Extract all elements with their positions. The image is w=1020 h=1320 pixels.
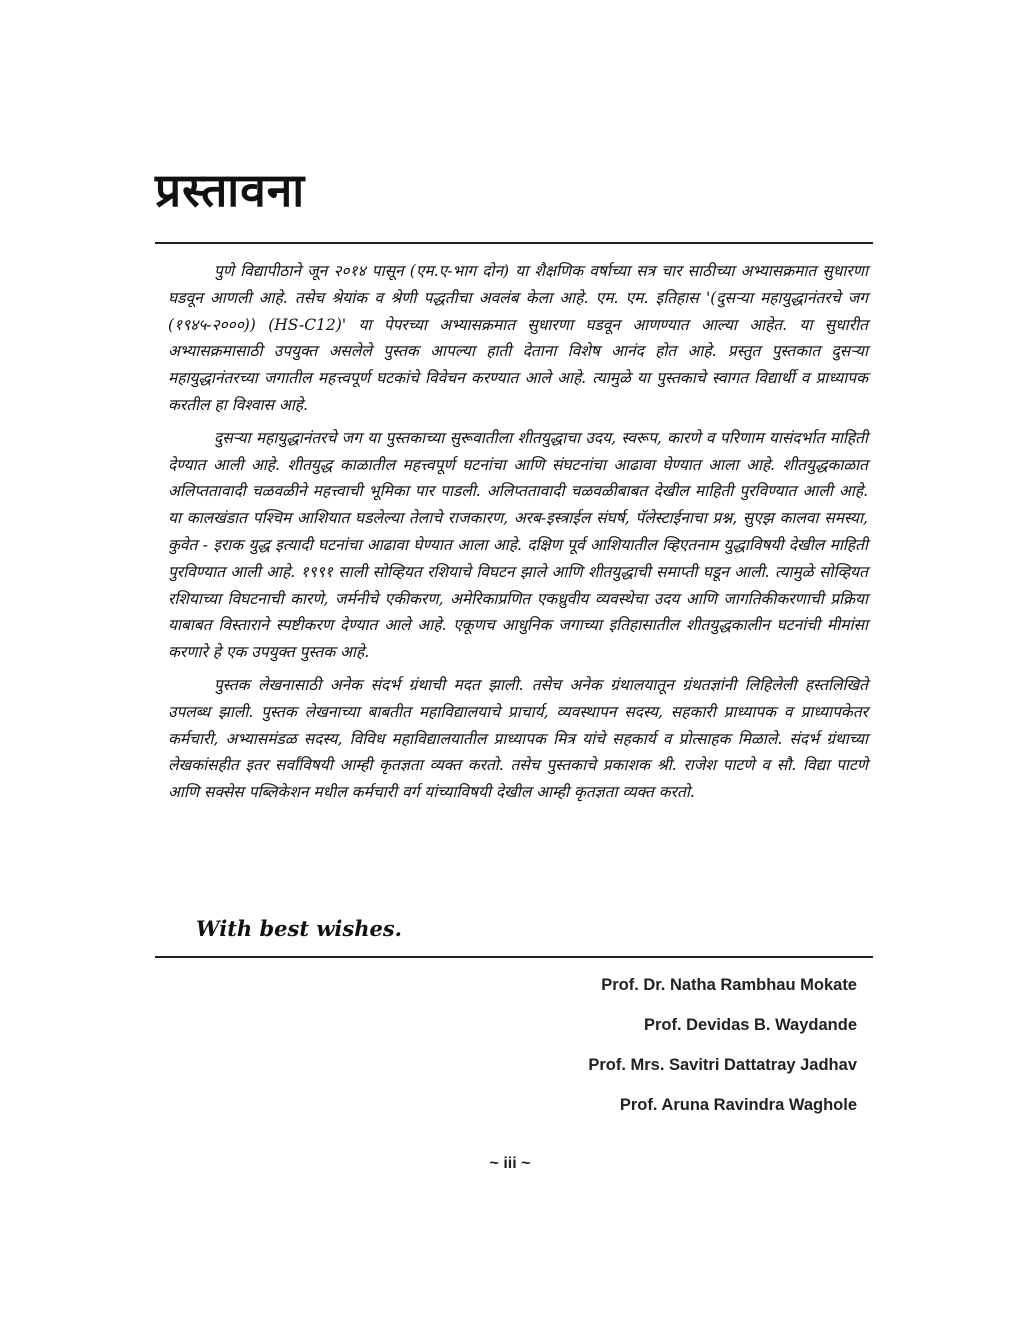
preface-body — [168, 258, 868, 812]
bottom-divider — [155, 956, 873, 958]
closing-wishes: With best wishes. — [196, 916, 402, 941]
signatory-name: Prof. Devidas B. Waydande — [643, 1016, 857, 1034]
paragraph-3: पुस्तक लेखनासाठी अनेक संदर्भ ग्रंथाची मदत झाली. तसेच अनेक ग्रंथालयातून ग्रंथतज्ञांनी लिहिलेली हस्तलिखिते उपलब्ध झाली. पुस्तक लेखनाच्या बाबतीत महाविद्यालयाचे प्राचार्य, व्यवस्थापन सदस्य, सहकारी प्राध्यापक व प्राध्यापकेतर कर्मचारी, अभ्यासमंडळ सदस्य, विविध महाविद्यालयातील प्राध्यापक मित्र यांचे सहकार्य व प्रोत्साहक मिळाले. संदर्भ ग्रंथाच्या लेखकांसहीत इतर सर्वांविषयी आम्ही कृतज्ञता व्यक्त करतो. तसेच पुस्तकाचे प्रकाशक श्री. राजेश पाटणे व सौ. विद्या पाटणे आणि सक्सेस पब्लिकेशन मधील कर्मचारी वर्ग यांच्याविषयी देखील आम्ही कृतज्ञता व्यक्त करतो. — [168, 675, 868, 802]
paragraph-2: दुसऱ्या महायुद्धानंतरचे जग या पुस्तकाच्या सुरूवातीला शीतयुद्धाचा उदय, स्वरूप, कारणे व परिणाम यासंदर्भात माहिती देण्यात आली आहे. शीतयुद्ध काळातील महत्त्वपूर्ण घटनांचा आणि संघटनांचा आढावा घेण्यात आला आहे. शीतयुद्धकाळात अलिप्ततावादी चळवळीने महत्त्वाची भूमिका पार पाडली. अलिप्ततावादी चळवळीबाबत देखील माहिती पुरविण्यात आली आहे. या कालखंडात पश्चिम आशियात घडलेल्या तेलाचे राजकारण, अरब-इस्त्राईल संघर्ष, पॅलेस्टाईनाचा प्रश्न, सुएझ कालवा समस्या, कुवेत - इराक युद्ध इत्यादी घटनांचा आढावा घेण्यात आला आहे. दक्षिण पूर्व आशियातील व्हिएतनाम युद्धाविषयी देखील माहिती पुरविण्यात आली आहे. १९९१ साली सोव्हियत रशियाचे विघटन झाले आणि शीतयुद्धाची समाप्ती घडून आली. त्यामुळे सोव्हियत रशियाच्या विघटनाची कारणे, जर्मनीचे एकीकरण, अमेरिकाप्रणित एकध्रुवीय व्यवस्थेचा उदय आणि जागतिकीकरणाची प्रक्रिया याबाबत विस्ताराने स्पष्टीकरण देण्यात आले आहे. एकूणच आधुनिक जगाच्या इतिहासातील शीतयुद्धकालीन घटनांची मीमांसा करणारे हे एक उपयुक्त पुस्तक आहे. — [168, 428, 868, 662]
page-title: प्रस्तावना — [155, 163, 306, 217]
page-number: ~ iii ~ — [489, 1155, 531, 1172]
top-divider — [155, 242, 873, 244]
paragraph-1: पुणे विद्यापीठाने जून २०१४ पासून (एम.ए-भाग दोन) या शैक्षणिक वर्षाच्या सत्र चार साठीच्या अभ्यासक्रमात सुधारणा घडवून आणली आहे. तसेच श्रेयांक व श्रेणी पद्धतीचा अवलंब केला आहे. एम. एम. इतिहास '(दुसऱ्या महायुद्धानंतरचे जग (१९४५-२०००)) (HS-C12)' या पेपरच्या अभ्यासक्रमात सुधारणा घडवून आणण्यात आल्या आहेत. या सुधारीत अभ्यासक्रमासाठी उपयुक्त असलेले पुस्तक आपल्या हाती देताना विशेष आनंद होत आहे. प्रस्तुत पुस्तकात दुसऱ्या महायुद्धानंतरच्या जगातील महत्त्वपूर्ण घटकांचे विवेचन करण्यात आले आहे. त्यामुळे या पुस्तकाचे स्वागत विद्यार्थी व प्राध्यापक करतील हा विश्वास आहे. — [168, 262, 868, 414]
signatory-name: Prof. Dr. Natha Rambhau Mokate — [601, 976, 857, 994]
signatory-name: Prof. Mrs. Savitri Dattatray Jadhav — [588, 1056, 857, 1074]
signatory-name: Prof. Aruna Ravindra Waghole — [619, 1096, 857, 1114]
signatory-list — [588, 972, 857, 1132]
